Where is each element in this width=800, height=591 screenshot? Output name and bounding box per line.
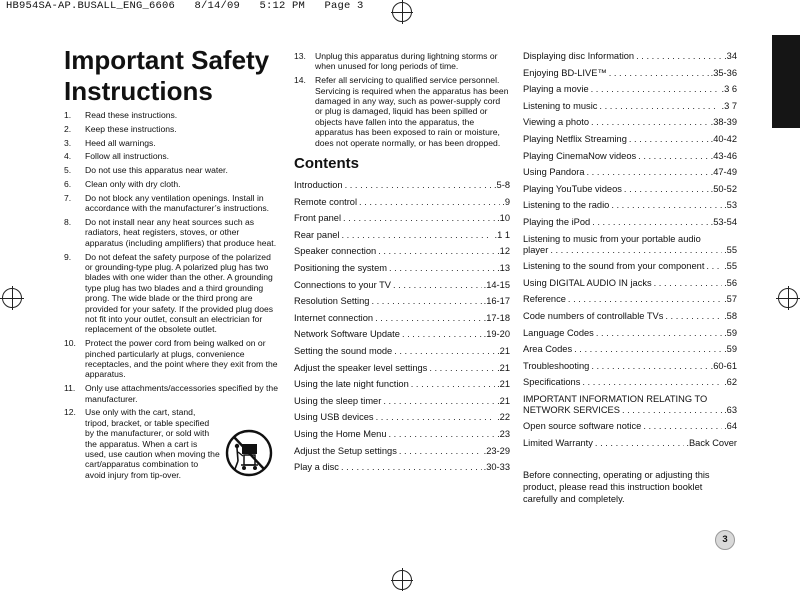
toc-entry[interactable]: Playing the iPod . . . .53-54 — [523, 217, 737, 234]
toc-entry[interactable]: Playing YouTube videos . . . .50-52 — [523, 184, 737, 201]
toc-entry[interactable]: Using the Home Menu . . . .23 — [294, 429, 510, 446]
toc-entry[interactable]: Using the sleep timer . . . .21 — [294, 396, 510, 413]
right-column — [523, 51, 737, 505]
section-tab — [772, 35, 800, 128]
page-title: Important Safety Instructions — [64, 45, 270, 106]
toc-entry[interactable]: Playing Netflix Streaming . . . .40-42 — [523, 134, 737, 151]
toc-entry[interactable]: Setting the sound mode . . . .21 — [294, 346, 510, 363]
toc-entry[interactable]: Using DIGITAL AUDIO IN jacks . . . .56 — [523, 278, 737, 295]
safety-item: 4. Follow all instructions. — [64, 151, 170, 162]
safety-item: 10. Protect the power cord from being walked on or pinched particularly at plugs, convenience receptacles, and the point where they exit from the apparatus. — [64, 338, 278, 380]
safety-item: 2. Keep these instructions. — [64, 123, 177, 134]
toc-entry[interactable]: Reference . . . .57 — [523, 294, 737, 311]
safety-item: 3. Heed all warnings. — [64, 137, 156, 148]
toc-entry[interactable]: Rear panel . . . .1 1 — [294, 230, 510, 247]
print-header: HB954SA-AP.BUSALL_ENG_6606 8/14/09 5:12 PM Page 3 — [6, 0, 364, 12]
middle-column — [294, 51, 510, 479]
toc-entry[interactable]: Limited Warranty . . . .Back Cover — [523, 438, 737, 455]
toc-entry[interactable]: Using USB devices . . . .22 — [294, 412, 510, 429]
toc-entry[interactable]: Network Software Update . . . .19-20 — [294, 329, 510, 346]
toc-entry[interactable]: Internet connection . . . .17-18 — [294, 313, 510, 330]
safety-item: 12. Use only with the cart, stand, tripod, bracket, or table specified by the manufacturer, or sold with the apparatus. When a cart is used, use caution when moving the cart/apparatus combination to avoid injury from tip-over. — [64, 407, 220, 480]
toc-entry[interactable]: Play a disc . . . .30-33 — [294, 462, 510, 479]
toc-entry[interactable]: Playing CinemaNow videos . . . .43-46 — [523, 151, 737, 168]
toc-entry[interactable]: Enjoying BD-LIVE™ . . . .35-36 — [523, 68, 737, 85]
safety-item: 8. Do not install near any heat sources such as radiators, heat registers, stoves, or other apparatus (including amplifiers) that produce heat. — [64, 216, 277, 248]
toc-entry[interactable]: Adjust the speaker level settings . . . .21 — [294, 363, 510, 380]
toc-entry[interactable]: Remote control . . . .9 — [294, 197, 510, 214]
toc-list — [294, 180, 510, 479]
toc-list-continued — [523, 51, 737, 455]
toc-entry[interactable]: Adjust the Setup settings . . . .23-29 — [294, 446, 510, 463]
toc-entry[interactable]: Open source software notice . . . .64 — [523, 421, 737, 438]
toc-entry[interactable]: Introduction . . . .5-8 — [294, 180, 510, 197]
safety-item: 9. Do not defeat the safety purpose of the polarized or grounding-type plug. A polarized plug has two blades with one wider than the other. A grounding type plug has two blades and a third grounding prong. The wide blade or the third prong are provided for your safety. If the provided plug does not fit into your outlet, consult an electrician for replacement of the obsolete outlet. — [64, 251, 274, 335]
safety-item: 7. Do not block any ventilation openings. Install in accordance with the manufacturer’s instructions. — [64, 192, 270, 214]
safety-item: 11. Only use attachments/accessories specified by the manufacturer. — [64, 383, 278, 404]
toc-entry[interactable]: Displaying disc Information . . . .34 — [523, 51, 737, 68]
safety-item: 6. Clean only with dry cloth. — [64, 178, 181, 189]
cart-warning-icon — [225, 428, 273, 478]
toc-entry[interactable]: Viewing a photo . . . .38-39 — [523, 117, 737, 134]
page-number: 3 — [715, 530, 735, 550]
registration-mark-icon — [391, 568, 413, 591]
registration-mark-icon — [391, 0, 413, 24]
toc-entry[interactable]: Using Pandora . . . .47-49 — [523, 167, 737, 184]
registration-mark-icon — [776, 286, 800, 310]
toc-entry[interactable]: Connections to your TV . . . .14-15 — [294, 280, 510, 297]
safety-item: 1. Read these instructions. — [64, 110, 178, 120]
toc-entry[interactable]: Speaker connection . . . .12 — [294, 246, 510, 263]
toc-entry[interactable]: Playing a movie . . . .3 6 — [523, 84, 737, 101]
toc-entry[interactable]: Listening to the sound from your component . . . .55 — [523, 261, 737, 278]
toc-entry[interactable]: Positioning the system . . . .13 — [294, 263, 510, 280]
toc-entry[interactable]: Area Codes . . . .59 — [523, 344, 737, 361]
safety-item: 14. Refer all servicing to qualified service personnel. Servicing is required when the apparatus has been damaged in any way, such as power-supply cord or plug is damaged, liquid has been spilled or objects have fallen into the apparatus, the apparatus has been exposed to rain or moisture, does not operate normally, or has been dropped. — [294, 75, 509, 148]
toc-entry[interactable]: Code numbers of controllable TVs . . . .58 — [523, 311, 737, 328]
toc-entry[interactable]: IMPORTANT INFORMATION RELATING TO NETWORK SERVICES . . . .63 — [523, 394, 737, 416]
safety-list-continued — [294, 51, 510, 148]
toc-entry[interactable]: Specifications . . . .62 — [523, 377, 737, 394]
contents-heading: Contents — [294, 155, 359, 173]
toc-entry[interactable]: Listening to music . . . .3 7 — [523, 101, 737, 118]
toc-entry[interactable]: Front panel . . . .10 — [294, 213, 510, 230]
toc-entry[interactable]: Listening to the radio . . . .53 — [523, 200, 737, 217]
registration-mark-icon — [0, 286, 24, 310]
toc-entry[interactable]: Troubleshooting . . . .60-61 — [523, 361, 737, 378]
toc-entry[interactable]: Listening to music from your portable audio player . . . .55 — [523, 234, 737, 256]
safety-item: 13. Unplug this apparatus during lightning storms or when unused for long periods of time. — [294, 51, 498, 72]
safety-item: 5. Do not use this apparatus near water. — [64, 165, 228, 176]
toc-entry[interactable]: Using the late night function . . . .21 — [294, 379, 510, 396]
toc-entry[interactable]: Resolution Setting . . . .16-17 — [294, 296, 510, 313]
safety-list — [64, 110, 278, 480]
toc-entry[interactable]: Language Codes . . . .59 — [523, 328, 737, 345]
closing-note: Before connecting, operating or adjusting this product, please read this instruction booklet carefully and completely. — [523, 469, 710, 504]
